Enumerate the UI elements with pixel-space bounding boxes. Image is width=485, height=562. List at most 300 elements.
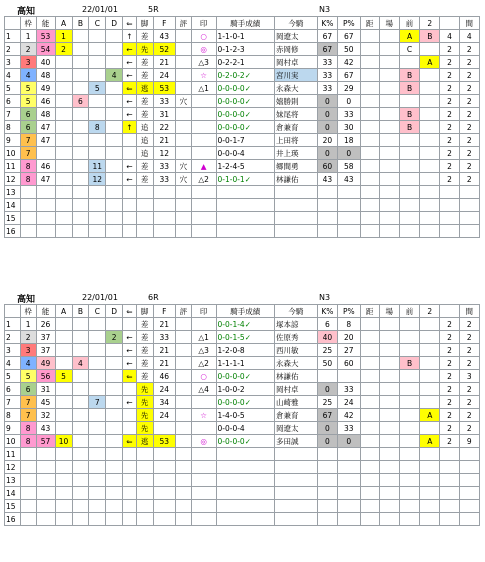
a-cell — [55, 422, 72, 435]
row-number: 11 — [5, 448, 21, 461]
mark-cell: △1 — [191, 82, 216, 95]
arrow-cell — [123, 212, 137, 225]
kan-cell: 2 — [459, 147, 479, 160]
d-cell — [106, 396, 123, 409]
x-cell: 2 — [440, 173, 459, 186]
kyaku-cell: 差 — [136, 160, 153, 173]
table-row — [5, 318, 480, 331]
f-cell: 24 — [153, 383, 176, 396]
seiseki-cell: 0-0-0-4 — [216, 147, 275, 160]
ba-cell — [379, 147, 399, 160]
mae-cell: C — [399, 43, 419, 56]
arrow-cell: ↑ — [123, 30, 137, 43]
d-cell — [106, 186, 123, 199]
hyo-cell — [176, 199, 192, 212]
f-cell — [153, 422, 176, 435]
waku-cell: 7 — [20, 409, 36, 422]
column-header: 騎手成績 — [216, 17, 275, 30]
c-cell — [89, 422, 106, 435]
mark-cell: ☆ — [191, 409, 216, 422]
jockey-cell: 岡村卓 — [275, 383, 318, 396]
f-cell — [153, 186, 176, 199]
ba-cell — [379, 383, 399, 396]
row-number: 12 — [5, 173, 21, 186]
ba-cell — [379, 422, 399, 435]
p-rate-cell: 8 — [338, 318, 361, 331]
ba-cell — [379, 396, 399, 409]
kyaku-cell — [136, 513, 153, 526]
hyo-cell — [176, 56, 192, 69]
arrow-cell — [123, 500, 137, 513]
kan-cell: 2 — [459, 95, 479, 108]
jockey-cell — [275, 448, 318, 461]
x-cell: 2 — [440, 95, 459, 108]
ni-cell — [420, 318, 440, 331]
mark-cell — [191, 474, 216, 487]
ni-cell — [420, 225, 440, 238]
hyo-cell — [176, 331, 192, 344]
a-cell — [55, 513, 72, 526]
ni-cell — [420, 160, 440, 173]
jockey-cell — [275, 212, 318, 225]
k-rate-cell: 0 — [317, 95, 337, 108]
hyo-cell — [176, 370, 192, 383]
hyo-cell — [176, 147, 192, 160]
a-cell — [55, 95, 72, 108]
b-cell — [72, 108, 89, 121]
ba-cell — [379, 160, 399, 173]
mae-cell — [399, 160, 419, 173]
mark-cell: ○ — [191, 30, 216, 43]
waku-cell: 8 — [20, 435, 36, 448]
p-rate-cell: 60 — [338, 357, 361, 370]
table-row — [5, 461, 480, 474]
hyo-cell — [176, 186, 192, 199]
b-cell — [72, 147, 89, 160]
ba-cell — [379, 513, 399, 526]
mae-cell — [399, 487, 419, 500]
d-cell — [106, 147, 123, 160]
seiseki-cell: 0-0-0-0✓ — [216, 95, 275, 108]
d-cell — [106, 212, 123, 225]
d-cell — [106, 134, 123, 147]
x-cell: 2 — [440, 108, 459, 121]
c-cell — [89, 43, 106, 56]
kan-cell — [459, 487, 479, 500]
race-header — [0, 4, 485, 16]
nou-cell: 49 — [36, 82, 55, 95]
nou-cell — [36, 199, 55, 212]
table-row — [5, 160, 480, 173]
table-row — [5, 409, 480, 422]
k-rate-cell — [317, 474, 337, 487]
waku-cell: 2 — [20, 43, 36, 56]
b-cell — [72, 513, 89, 526]
f-cell: 43 — [153, 30, 176, 43]
kyori-cell — [360, 225, 379, 238]
venue-name: 高知 — [17, 295, 36, 305]
mark-cell — [191, 199, 216, 212]
waku-cell: 3 — [20, 344, 36, 357]
table-row — [5, 108, 480, 121]
nou-cell: 47 — [36, 173, 55, 186]
hyo-cell — [176, 43, 192, 56]
column-header: 間 — [459, 17, 479, 30]
waku-cell: 4 — [20, 69, 36, 82]
p-rate-cell: 0 — [338, 147, 361, 160]
x-cell — [440, 186, 459, 199]
p-rate-cell — [338, 212, 361, 225]
x-cell: 2 — [440, 134, 459, 147]
c-cell — [89, 318, 106, 331]
p-rate-cell — [338, 513, 361, 526]
mark-cell — [191, 422, 216, 435]
column-header: C — [89, 17, 106, 30]
f-cell: 52 — [153, 43, 176, 56]
a-cell — [55, 69, 72, 82]
d-cell — [106, 344, 123, 357]
mark-cell: ☆ — [191, 69, 216, 82]
mark-cell: △3 — [191, 56, 216, 69]
p-rate-cell: 58 — [338, 160, 361, 173]
mark-cell — [191, 108, 216, 121]
ba-cell — [379, 134, 399, 147]
row-number: 4 — [5, 357, 21, 370]
mae-cell: B — [399, 69, 419, 82]
f-cell: 33 — [153, 160, 176, 173]
waku-cell: 7 — [20, 147, 36, 160]
x-cell — [440, 212, 459, 225]
kan-cell: 2 — [459, 56, 479, 69]
table-row — [5, 121, 480, 134]
x-cell: 4 — [440, 30, 459, 43]
ni-cell: A — [420, 409, 440, 422]
hyo-cell — [176, 487, 192, 500]
kan-cell — [459, 474, 479, 487]
k-rate-cell: 25 — [317, 344, 337, 357]
jockey-cell: 多田誠 — [275, 435, 318, 448]
arrow-cell — [123, 513, 137, 526]
seiseki-cell: 0-0-0-0✓ — [216, 396, 275, 409]
a-cell — [55, 448, 72, 461]
k-rate-cell: 0 — [317, 435, 337, 448]
jockey-cell: 塚本諒 — [275, 318, 318, 331]
mark-cell — [191, 396, 216, 409]
row-number: 15 — [5, 500, 21, 513]
nou-cell — [36, 500, 55, 513]
mae-cell — [399, 461, 419, 474]
ni-cell — [420, 396, 440, 409]
column-header: 騎手成績 — [216, 305, 275, 318]
waku-cell — [20, 199, 36, 212]
column-header: ⇐ — [123, 17, 137, 30]
column-header: B — [72, 305, 89, 318]
c-cell — [89, 357, 106, 370]
kyori-cell — [360, 513, 379, 526]
row-number: 10 — [5, 435, 21, 448]
nou-cell — [36, 487, 55, 500]
d-cell — [106, 108, 123, 121]
race-table — [4, 16, 480, 238]
waku-cell — [20, 500, 36, 513]
waku-cell: 5 — [20, 370, 36, 383]
waku-cell — [20, 186, 36, 199]
b-cell — [72, 82, 89, 95]
a-cell — [55, 474, 72, 487]
mae-cell — [399, 95, 419, 108]
hyo-cell — [176, 357, 192, 370]
x-cell: 2 — [440, 147, 459, 160]
b-cell — [72, 30, 89, 43]
b-cell: 6 — [72, 95, 89, 108]
kan-cell: 2 — [459, 344, 479, 357]
seiseki-cell: 0-2-0-2✓ — [216, 69, 275, 82]
kyaku-cell — [136, 212, 153, 225]
kyori-cell — [360, 173, 379, 186]
f-cell — [153, 513, 176, 526]
jockey-cell: 岡遼太 — [275, 30, 318, 43]
p-rate-cell: 33 — [338, 422, 361, 435]
a-cell: 5 — [55, 370, 72, 383]
mae-cell — [399, 212, 419, 225]
kyori-cell — [360, 331, 379, 344]
seiseki-cell: 0-0-1-5✓ — [216, 331, 275, 344]
f-cell: 21 — [153, 357, 176, 370]
table-row — [5, 500, 480, 513]
arrow-cell — [123, 487, 137, 500]
column-header: 印 — [191, 305, 216, 318]
p-rate-cell: 29 — [338, 82, 361, 95]
jockey-cell: 嬉勝則 — [275, 95, 318, 108]
table-row — [5, 134, 480, 147]
c-cell — [89, 474, 106, 487]
k-rate-cell: 0 — [317, 422, 337, 435]
d-cell — [106, 82, 123, 95]
column-header: K% — [317, 305, 337, 318]
f-cell: 33 — [153, 331, 176, 344]
row-number: 1 — [5, 30, 21, 43]
d-cell — [106, 318, 123, 331]
p-rate-cell: 30 — [338, 121, 361, 134]
mae-cell — [399, 474, 419, 487]
jockey-cell: 永森大 — [275, 82, 318, 95]
kyaku-cell — [136, 461, 153, 474]
d-cell — [106, 370, 123, 383]
b-cell — [72, 396, 89, 409]
k-rate-cell — [317, 212, 337, 225]
kyaku-cell — [136, 500, 153, 513]
p-rate-cell: 18 — [338, 134, 361, 147]
d-cell — [106, 409, 123, 422]
kyaku-cell: 差 — [136, 69, 153, 82]
f-cell: 24 — [153, 409, 176, 422]
mae-cell: B — [399, 121, 419, 134]
ni-cell — [420, 108, 440, 121]
seiseki-cell: 0-0-0-0✓ — [216, 370, 275, 383]
kyori-cell — [360, 383, 379, 396]
a-cell — [55, 134, 72, 147]
ni-cell — [420, 500, 440, 513]
c-cell — [89, 513, 106, 526]
kyaku-cell: 追 — [136, 134, 153, 147]
race-header — [0, 292, 485, 304]
kyaku-cell — [136, 448, 153, 461]
arrow-cell: ← — [123, 69, 137, 82]
hyo-cell — [176, 513, 192, 526]
k-rate-cell — [317, 186, 337, 199]
ni-cell — [420, 147, 440, 160]
hyo-cell — [176, 225, 192, 238]
f-cell: 21 — [153, 56, 176, 69]
jockey-cell — [275, 513, 318, 526]
mark-cell — [191, 461, 216, 474]
column-header: K% — [317, 17, 337, 30]
kyaku-cell: 先 — [136, 43, 153, 56]
b-cell — [72, 500, 89, 513]
mark-cell — [191, 134, 216, 147]
jockey-cell — [275, 199, 318, 212]
table-row — [5, 82, 480, 95]
b-cell — [72, 435, 89, 448]
kyori-cell — [360, 409, 379, 422]
nou-cell: 43 — [36, 422, 55, 435]
mark-cell: ◎ — [191, 435, 216, 448]
kyori-cell — [360, 500, 379, 513]
ba-cell — [379, 173, 399, 186]
column-header: ⇐ — [123, 305, 137, 318]
row-number: 7 — [5, 396, 21, 409]
waku-cell: 8 — [20, 160, 36, 173]
hyo-cell — [176, 134, 192, 147]
seiseki-cell: 0-0-0-0✓ — [216, 82, 275, 95]
table-row — [5, 487, 480, 500]
kyori-cell — [360, 487, 379, 500]
kyori-cell — [360, 396, 379, 409]
b-cell — [72, 370, 89, 383]
f-cell: 31 — [153, 108, 176, 121]
ba-cell — [379, 461, 399, 474]
ba-cell — [379, 212, 399, 225]
column-header — [5, 17, 21, 30]
ni-cell: B — [420, 30, 440, 43]
a-cell — [55, 173, 72, 186]
a-cell — [55, 212, 72, 225]
mark-cell — [191, 448, 216, 461]
a-cell: 10 — [55, 435, 72, 448]
x-cell: 2 — [440, 383, 459, 396]
a-cell — [55, 186, 72, 199]
mae-cell — [399, 396, 419, 409]
kan-cell: 2 — [459, 108, 479, 121]
column-header: F — [153, 305, 176, 318]
c-cell — [89, 95, 106, 108]
kyori-cell — [360, 95, 379, 108]
ba-cell — [379, 344, 399, 357]
mark-cell — [191, 95, 216, 108]
arrow-cell: ← — [123, 331, 137, 344]
nou-cell — [36, 186, 55, 199]
f-cell — [153, 487, 176, 500]
k-rate-cell: 67 — [317, 409, 337, 422]
arrow-cell — [123, 461, 137, 474]
a-cell — [55, 331, 72, 344]
b-cell — [72, 383, 89, 396]
kyori-cell — [360, 82, 379, 95]
p-rate-cell: 67 — [338, 30, 361, 43]
kyori-cell — [360, 199, 379, 212]
k-rate-cell — [317, 487, 337, 500]
kan-cell: 2 — [459, 383, 479, 396]
d-cell — [106, 160, 123, 173]
column-header: 間 — [459, 305, 479, 318]
row-number: 9 — [5, 134, 21, 147]
column-header: 前 — [399, 17, 419, 30]
row-number: 8 — [5, 409, 21, 422]
a-cell — [55, 147, 72, 160]
mae-cell — [399, 435, 419, 448]
waku-cell: 8 — [20, 173, 36, 186]
arrow-cell — [123, 199, 137, 212]
table-row — [5, 474, 480, 487]
k-rate-cell — [317, 370, 337, 383]
d-cell — [106, 199, 123, 212]
ni-cell: A — [420, 435, 440, 448]
nou-cell: 45 — [36, 396, 55, 409]
kan-cell — [459, 186, 479, 199]
mark-cell — [191, 212, 216, 225]
mark-cell: △3 — [191, 344, 216, 357]
kan-cell: 2 — [459, 318, 479, 331]
ni-cell — [420, 461, 440, 474]
k-rate-cell — [317, 461, 337, 474]
d-cell — [106, 173, 123, 186]
kyori-cell — [360, 318, 379, 331]
kyori-cell — [360, 474, 379, 487]
column-header — [440, 17, 459, 30]
mae-cell — [399, 409, 419, 422]
column-header: 今騎 — [275, 305, 318, 318]
k-rate-cell: 0 — [317, 147, 337, 160]
mark-cell: △2 — [191, 173, 216, 186]
mark-cell — [191, 121, 216, 134]
race-date: 22/01/01 — [82, 5, 118, 14]
b-cell — [72, 331, 89, 344]
d-cell — [106, 95, 123, 108]
table-row — [5, 147, 480, 160]
table-row — [5, 396, 480, 409]
seiseki-cell: 0-0-1-4✓ — [216, 318, 275, 331]
p-rate-cell: 27 — [338, 344, 361, 357]
mark-cell: ○ — [191, 370, 216, 383]
b-cell — [72, 461, 89, 474]
ni-cell — [420, 69, 440, 82]
column-header: 枠 — [20, 305, 36, 318]
kan-cell — [459, 448, 479, 461]
waku-cell: 5 — [20, 82, 36, 95]
ni-cell — [420, 173, 440, 186]
row-number: 5 — [5, 82, 21, 95]
f-cell — [153, 474, 176, 487]
p-rate-cell: 33 — [338, 108, 361, 121]
p-rate-cell — [338, 461, 361, 474]
jockey-cell: 岡村卓 — [275, 56, 318, 69]
a-cell: 2 — [55, 43, 72, 56]
arrow-cell: ← — [123, 56, 137, 69]
arrow-cell — [123, 474, 137, 487]
d-cell — [106, 500, 123, 513]
waku-cell — [20, 448, 36, 461]
d-cell — [106, 435, 123, 448]
